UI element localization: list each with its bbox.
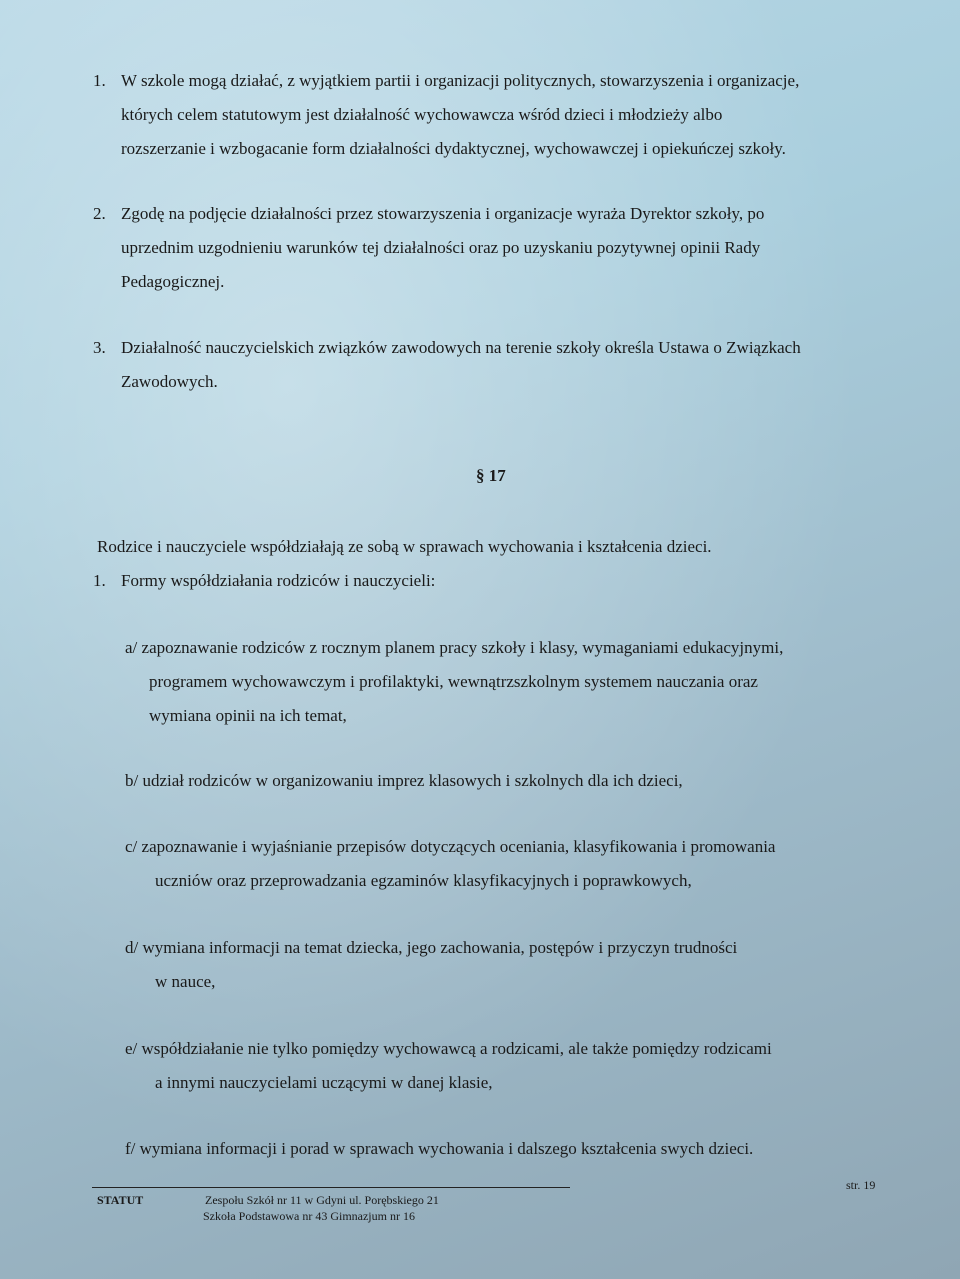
text-line: których celem statutowym jest działalność wychowawcza wśród dzieci i młodzieży albo xyxy=(121,105,723,124)
text-line: b/ udział rodziców w organizowaniu imprez klasowych i szkolnych dla ich dzieci, xyxy=(125,771,683,790)
text-line: uprzednim uzgodnieniu warunków tej działalności oraz po uzyskaniu pozytywnej opinii Rady xyxy=(121,238,761,257)
list-item-b xyxy=(125,764,683,798)
section-intro: Rodzice i nauczyciele współdziałają ze sobą w sprawach wychowania i kształcenia dzieci. xyxy=(97,537,712,556)
paragraph-point-3 xyxy=(121,331,801,399)
text-line: a/ zapoznawanie rodziców z rocznym planem pracy szkoły i klasy, wymaganiami edukacyjnymi, xyxy=(125,638,784,657)
text-line: c/ zapoznawanie i wyjaśnianie przepisów dotyczących oceniania, klasyfikowania i promowania xyxy=(125,837,776,856)
section-heading: § 17 xyxy=(476,466,506,485)
text-line: f/ wymiana informacji i porad w sprawach wychowania i dalszego kształcenia swych dzieci. xyxy=(125,1139,754,1158)
footer-divider xyxy=(92,1187,570,1188)
page-number: str. 19 xyxy=(846,1178,876,1192)
text-line: Pedagogicznej. xyxy=(121,272,225,291)
text-line: Działalność nauczycielskich związków zawodowych na terenie szkoły określa Ustawa o Związkach xyxy=(121,338,801,357)
text-line: W szkole mogą działać, z wyjątkiem partii i organizacji politycznych, stowarzyszenia i organizacje, xyxy=(121,71,800,90)
text-line: wymiana opinii na ich temat, xyxy=(149,706,347,725)
text-line: a innymi nauczycielami uczącymi w danej klasie, xyxy=(155,1073,493,1092)
text-line: d/ wymiana informacji na temat dziecka, jego zachowania, postępów i przyczyn trudności xyxy=(125,938,738,957)
list-item-c xyxy=(125,830,775,898)
sub-number: 1. xyxy=(93,571,106,590)
text-line: Zgodę na podjęcie działalności przez stowarzyszenia i organizacje wyraża Dyrektor szkoły, po xyxy=(121,204,765,223)
text-line: e/ współdziałanie nie tylko pomiędzy wychowawcą a rodzicami, ale także pomiędzy rodzicami xyxy=(125,1039,772,1058)
list-item-e xyxy=(125,1032,772,1100)
list-item-d xyxy=(125,931,737,999)
paragraph-point-1 xyxy=(121,64,799,166)
footer-school: Zespołu Szkół nr 11 w Gdyni ul. Porębskiego 21 xyxy=(205,1193,439,1207)
footer-statut: STATUT xyxy=(97,1193,144,1207)
text-line: uczniów oraz przeprowadzania egzaminów klasyfikacyjnych i poprawkowych, xyxy=(155,871,692,890)
point-number: 3. xyxy=(93,338,106,357)
text-line: w nauce, xyxy=(155,972,216,991)
list-item-a xyxy=(125,631,783,733)
text-line: rozszerzanie i wzbogacanie form działalności dydaktycznej, wychowawczej i opiekuńczej szkoły. xyxy=(121,139,786,158)
sub-heading: Formy współdziałania rodziców i nauczycieli: xyxy=(121,571,436,590)
list-item-f xyxy=(125,1132,753,1166)
point-number: 2. xyxy=(93,204,106,223)
text-line: programem wychowawczym i profilaktyki, wewnątrzszkolnym systemem nauczania oraz xyxy=(149,672,758,691)
point-number: 1. xyxy=(93,71,106,90)
footer-sub: Szkoła Podstawowa nr 43 Gimnazjum nr 16 xyxy=(203,1209,415,1223)
text-line: Zawodowych. xyxy=(121,372,218,391)
paragraph-point-2 xyxy=(121,197,764,299)
